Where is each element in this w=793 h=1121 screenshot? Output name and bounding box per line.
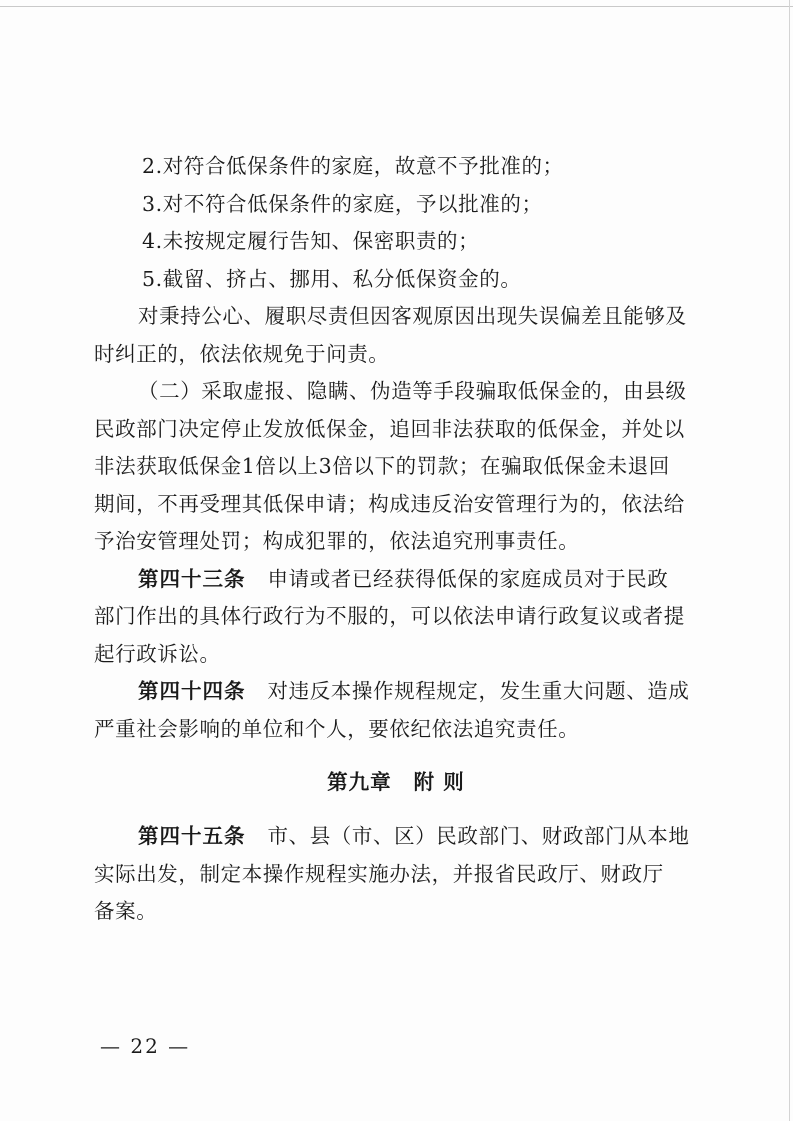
text-line: 非法获取低保金1倍以上3倍以下的罚款；在骗取低保金未退回 xyxy=(94,454,670,478)
text-line: 2.对符合低保条件的家庭，故意不予批准的； xyxy=(142,154,564,178)
text-line: 对秉持公心、履职尽责但因客观原因出现失误偏差且能够及 xyxy=(138,304,687,328)
text-line: （二）采取虚报、隐瞒、伪造等手段骗取低保金的，由县级 xyxy=(138,379,687,403)
chapter-number: 第九章 xyxy=(327,770,392,794)
article-45 xyxy=(138,818,698,856)
article-text: 对违反本操作规程规定，发生重大问题、造成 xyxy=(267,679,690,703)
article-text: 市、县（市、区）民政部门、财政部门从本地 xyxy=(267,824,690,848)
text-line: 时纠正的，依法依规免于问责。 xyxy=(94,341,390,366)
text-line: 予治安管理处罚；构成犯罪的，依法追究刑事责任。 xyxy=(94,529,580,553)
scan-edge-right xyxy=(789,0,790,1121)
article-text: 申请或者已经获得低保的家庭成员对于民政 xyxy=(267,566,669,591)
article-heading: 第四十四条 xyxy=(138,679,246,703)
article-heading: 第四十三条 xyxy=(138,566,246,591)
text-line: 备案。 xyxy=(94,899,158,923)
chapter-heading xyxy=(94,762,698,802)
text-line: 期间，不再受理其低保申请；构成违反治安管理行为的，依法给 xyxy=(94,491,685,516)
body-text xyxy=(94,148,698,931)
page-number: — 22 — xyxy=(100,1034,191,1058)
text-line: 部门作出的具体行政行为不服的，可以依法申请行政复议或者提 xyxy=(94,604,685,628)
text-line: 民政部门决定停止发放低保金，追回非法获取的低保金，并处以 xyxy=(94,416,685,441)
chapter-title: 附 则 xyxy=(413,770,465,794)
text-line: 起行政诉讼。 xyxy=(94,641,221,666)
text-line: 5.截留、挤占、挪用、私分低保资金的。 xyxy=(142,266,522,291)
article-44 xyxy=(138,673,698,711)
text-line: 严重社会影响的单位和个人，要依纪依法追究责任。 xyxy=(94,716,580,741)
text-line: 3.对不符合低保条件的家庭，予以批准的； xyxy=(142,191,543,216)
scan-edge-top xyxy=(0,6,793,7)
article-43 xyxy=(138,561,698,599)
text-line: 4.未按规定履行告知、保密职责的； xyxy=(142,229,480,253)
article-heading: 第四十五条 xyxy=(138,824,246,848)
text-line: 实际出发，制定本操作规程实施办法，并报省民政厅、财政厅 xyxy=(94,861,664,886)
